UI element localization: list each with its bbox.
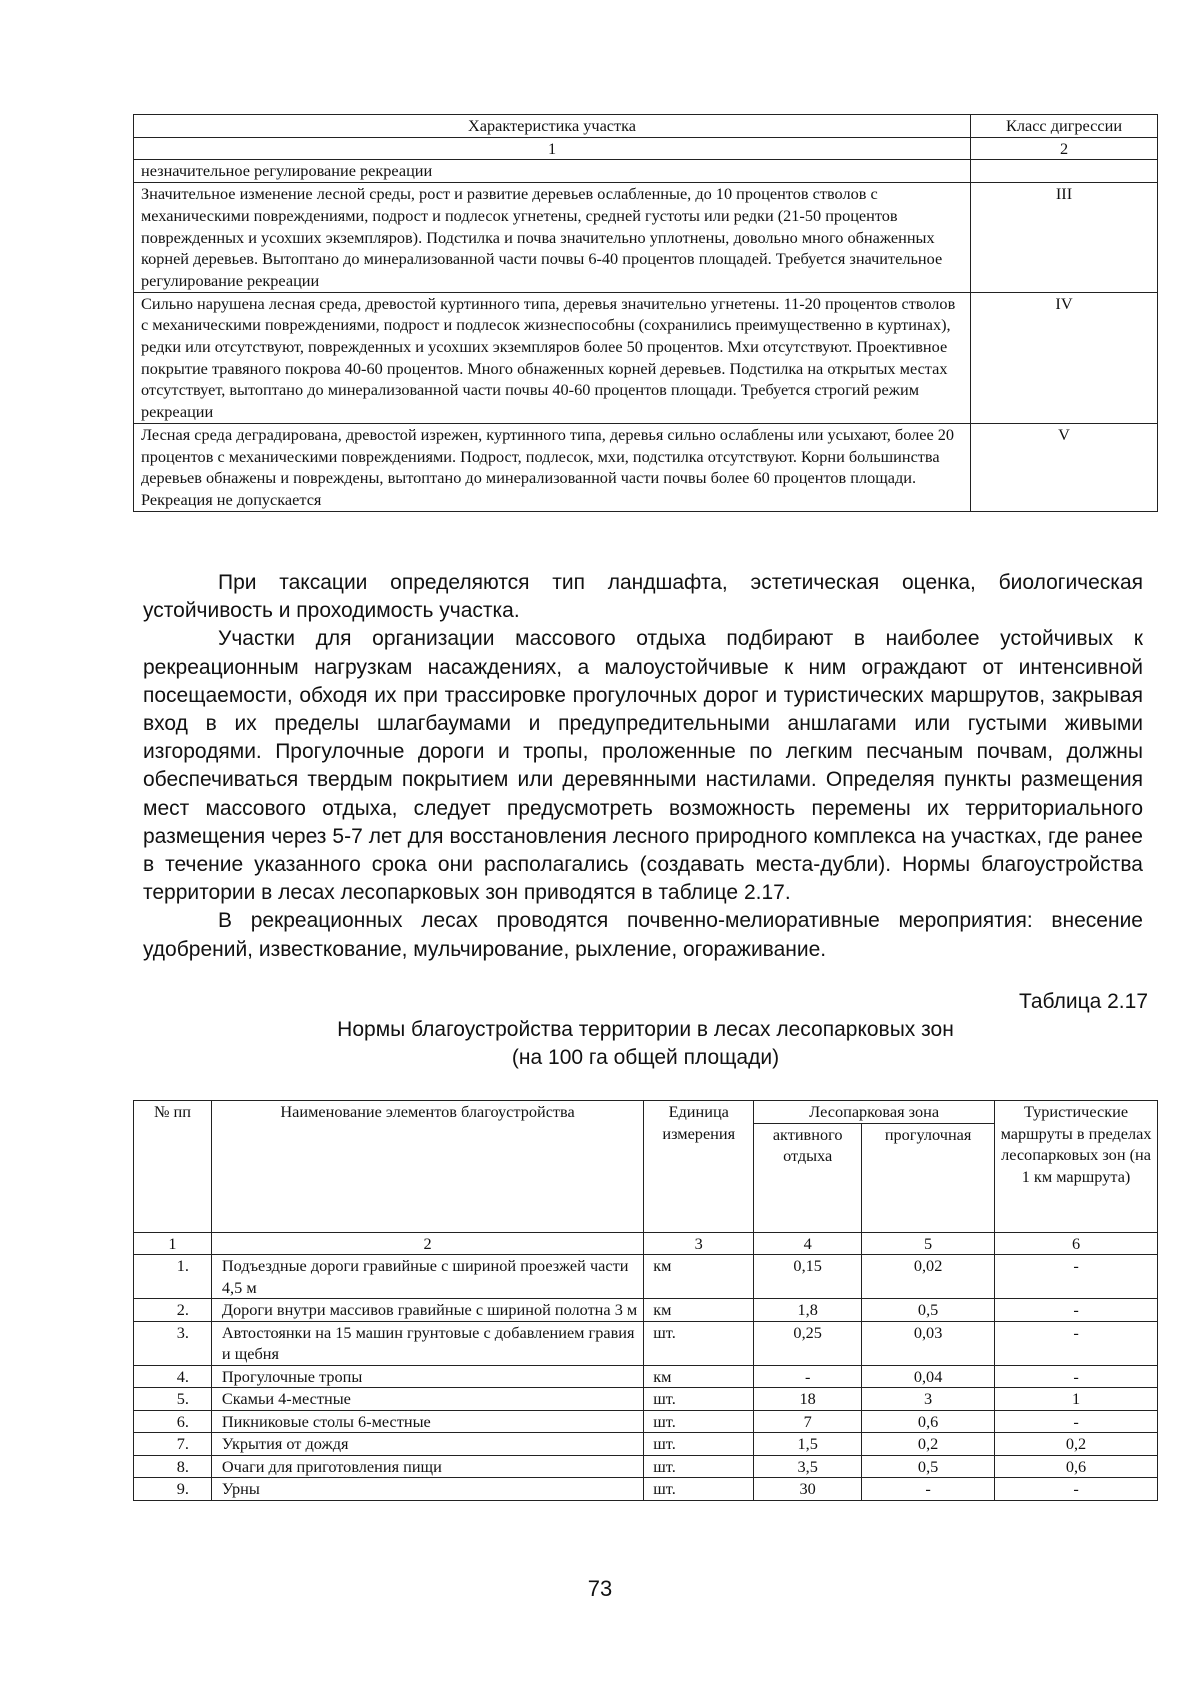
row-num: 5. — [134, 1388, 212, 1411]
row-class: III — [971, 183, 1158, 293]
row-active: 0,25 — [754, 1321, 862, 1365]
table-caption — [133, 1016, 1158, 1072]
row-class: V — [971, 423, 1158, 511]
row-walking: 0,04 — [862, 1365, 995, 1388]
row-walking: 0,5 — [862, 1455, 995, 1478]
row-num: 3. — [134, 1321, 212, 1365]
row-tourist: - — [995, 1255, 1158, 1299]
table-label: Таблица 2.17 — [1018, 990, 1148, 1013]
norms-table-column-numbers — [134, 1232, 1158, 1255]
row-unit: шт. — [644, 1433, 754, 1456]
table-row — [134, 1455, 1158, 1478]
row-active: 3,5 — [754, 1455, 862, 1478]
row-characteristic: Значительное изменение лесной среды, рост и развитие деревьев ослабленные, до 10 процентов стволов с механическими повреждениями, подрост и подлесок угнетены, средней густоты или редки (21-50 процентов поврежденных и усохших экземпляров). Подстилка и почва значительно уплотнены, довольно много обнаженных корней деревьев. Вытоптано до минерализованной части почвы 6-40 процентов площадей. Требуется значительное регулирование рекреации — [134, 183, 971, 293]
row-walking: 3 — [862, 1388, 995, 1411]
row-tourist: 0,6 — [995, 1455, 1158, 1478]
table-row — [134, 183, 1158, 293]
column-number: 1 — [134, 1232, 212, 1255]
norms-table — [133, 1100, 1158, 1501]
row-walking: - — [862, 1478, 995, 1501]
header-num: № пп — [134, 1101, 212, 1233]
degression-table-header — [134, 115, 1158, 138]
row-tourist: - — [995, 1478, 1158, 1501]
table-row — [134, 423, 1158, 511]
row-active: - — [754, 1365, 862, 1388]
row-name: Скамьи 4-местные — [211, 1388, 643, 1411]
row-name: Урны — [211, 1478, 643, 1501]
row-active: 1,8 — [754, 1299, 862, 1322]
paragraph: Участки для организации массового отдыха подбирают в наиболее устойчивых к рекреационным нагрузкам насаждениях, а малоустойчивые к ним ограждают от интенсивной посещаемости, обходя их при трассировке прогулочных дорог и туристических маршрутов, закрывая вход в их пределы шлагбаумами и предупредительными аншлагами или густыми живыми изгородями. Прогулочные дороги и тропы, проложенные по легким песчаным почвам, должны обеспечиваться твердым покрытием или деревянными настилами. Определяя пункты размещения мест массового отдыха, следует предусмотреть возможность перемены их территориального размещения через 5-7 лет для восстановления лесного природного комплекса на участках, где ранее в течение указанного срока они располагались (создавать места-дубли). Нормы благоустройства территории в лесах лесопарковых зон приводятся в таблице 2.17. — [143, 627, 1143, 905]
row-unit: км — [644, 1365, 754, 1388]
header-class: Класс дигрессии — [971, 115, 1158, 138]
row-name: Укрытия от дождя — [211, 1433, 643, 1456]
header-characteristic: Характеристика участка — [134, 115, 971, 138]
column-number: 1 — [134, 137, 971, 160]
row-active: 0,15 — [754, 1255, 862, 1299]
row-num: 4. — [134, 1365, 212, 1388]
row-num: 1. — [134, 1255, 212, 1299]
row-unit: шт. — [644, 1478, 754, 1501]
row-num: 7. — [134, 1433, 212, 1456]
row-unit: км — [644, 1299, 754, 1322]
row-unit: шт. — [644, 1321, 754, 1365]
row-unit: шт. — [644, 1455, 754, 1478]
row-tourist: - — [995, 1299, 1158, 1322]
norms-table-header — [134, 1101, 1158, 1124]
row-name: Автостоянки на 15 машин грунтовые с добавлением гравия и щебня — [211, 1321, 643, 1365]
row-active: 18 — [754, 1388, 862, 1411]
table-row — [134, 1478, 1158, 1501]
row-active: 1,5 — [754, 1433, 862, 1456]
row-num: 6. — [134, 1410, 212, 1433]
row-walking: 0,03 — [862, 1321, 995, 1365]
row-name: Очаги для приготовления пищи — [211, 1455, 643, 1478]
header-name: Наименование элементов благоустройства — [211, 1101, 643, 1233]
row-class: IV — [971, 292, 1158, 423]
row-walking: 0,5 — [862, 1299, 995, 1322]
table-caption-subtitle: (на 100 га общей площади) — [511, 1046, 780, 1069]
row-characteristic: Лесная среда деградирована, древостой изрежен, куртинного типа, деревья сильно ослаблены или усыхают, более 20 процентов с механическими повреждениями. Подрост, подлесок, мхи, подстилка отсутствуют. Корни большинства деревьев обнажены и повреждены, вытоптано до минерализованной части почвы более 60 процентов площади. Рекреация не допускается — [134, 423, 971, 511]
table-row — [134, 292, 1158, 423]
row-characteristic: Сильно нарушена лесная среда, древостой куртинного типа, деревья значительно угнетены. 11-20 процентов стволов с механическими повреждениями, подрост и подлесок жизнеспособны (сохранились преимущественно в куртинах), редки или отсутствуют, поврежденных и усохших экземпляров более 50 процентов. Мхи отсутствуют. Проективное покрытие травяного покрова 40-60 процентов. Много обнаженных корней деревьев. Подстилка на открытых местах отсутствует, вытоптано до минерализованной части почвы 40-60 процентов площади. Требуется строгий режим рекреации — [134, 292, 971, 423]
row-name: Дороги внутри массивов гравийные с шириной полотна 3 м — [211, 1299, 643, 1322]
page-number: 73 — [587, 1576, 613, 1601]
row-walking: 0,6 — [862, 1410, 995, 1433]
row-tourist: 1 — [995, 1388, 1158, 1411]
table-row — [134, 1410, 1158, 1433]
table-row — [134, 1433, 1158, 1456]
row-name: Пикниковые столы 6-местные — [211, 1410, 643, 1433]
header-active: активного отдыха — [754, 1123, 862, 1232]
row-num: 9. — [134, 1478, 212, 1501]
header-tourist: Туристические маршруты в пределах лесопарковых зон (на 1 км маршрута) — [995, 1101, 1158, 1233]
table-row — [134, 1388, 1158, 1411]
row-characteristic: незначительное регулирование рекреации — [134, 160, 971, 183]
degression-table — [133, 114, 1158, 512]
paragraph: В рекреационных лесах проводятся почвенно-мелиоративные мероприятия: внесение удобрений, известкование, мульчирование, рыхление, огораживание. — [143, 909, 1143, 961]
row-tourist: - — [995, 1365, 1158, 1388]
paragraph: При таксации определяются тип ландшафта, эстетическая оценка, биологическая устойчивость и проходимость участка. — [143, 571, 1143, 623]
row-unit: шт. — [644, 1410, 754, 1433]
table-caption-title: Нормы благоустройства территории в лесах лесопарковых зон — [337, 1018, 954, 1041]
row-unit: шт. — [644, 1388, 754, 1411]
degression-table-column-numbers — [134, 137, 1158, 160]
header-zone: Лесопарковая зона — [754, 1101, 995, 1124]
row-name: Подъездные дороги гравийные с шириной проезжей части 4,5 м — [211, 1255, 643, 1299]
row-unit: км — [644, 1255, 754, 1299]
row-num: 8. — [134, 1455, 212, 1478]
row-tourist: - — [995, 1410, 1158, 1433]
header-walking: прогулочная — [862, 1123, 995, 1232]
row-num: 2. — [134, 1299, 212, 1322]
row-active: 7 — [754, 1410, 862, 1433]
column-number: 2 — [971, 137, 1158, 160]
table-row — [134, 1255, 1158, 1299]
row-active: 30 — [754, 1478, 862, 1501]
table-row — [134, 1365, 1158, 1388]
table-row — [134, 160, 1158, 183]
header-unit: Единица измерения — [644, 1101, 754, 1233]
row-walking: 0,02 — [862, 1255, 995, 1299]
row-class — [971, 160, 1158, 183]
body-text — [143, 569, 1143, 964]
column-number: 2 — [211, 1232, 643, 1255]
row-tourist: - — [995, 1321, 1158, 1365]
table-row — [134, 1299, 1158, 1322]
table-row — [134, 1321, 1158, 1365]
column-number: 4 — [754, 1232, 862, 1255]
row-name: Прогулочные тропы — [211, 1365, 643, 1388]
row-walking: 0,2 — [862, 1433, 995, 1456]
column-number: 6 — [995, 1232, 1158, 1255]
row-tourist: 0,2 — [995, 1433, 1158, 1456]
column-number: 5 — [862, 1232, 995, 1255]
column-number: 3 — [644, 1232, 754, 1255]
